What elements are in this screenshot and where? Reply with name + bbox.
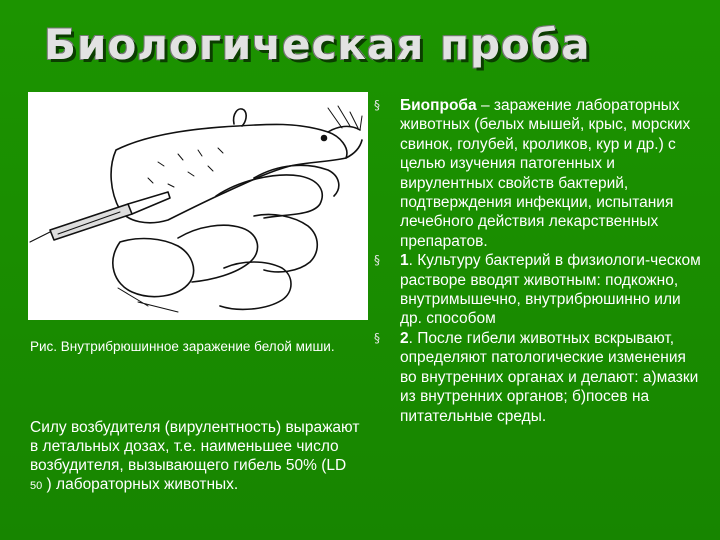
bullet-icon: § — [374, 330, 380, 345]
bullet-text: – заражение лабораторных животных (белых мышей, крыс, морских свинок, голубей, кроликов, кур и др.) с целью изучения патогенных и вирулентных свойств бактерий, подтверждения инфекции, испытания лечебного действия лекарственных препаратов. — [400, 97, 691, 250]
slide-title: Биологическая проба — [44, 20, 591, 69]
bullet-item-step-1 — [374, 251, 704, 329]
bullet-text: . Культуру бактерий в физиологи-ческом растворе вводят животным: подкожно, внутримышечно, внутрибрюшинно или др. способом — [400, 252, 701, 328]
figure-caption: Рис. Внутрибрюшинное заражение белой миши. — [30, 339, 335, 354]
bullet-lead: Биопроба — [400, 97, 477, 114]
virulence-paragraph — [30, 418, 360, 496]
bullet-icon: § — [374, 253, 380, 268]
bullet-icon: § — [374, 98, 380, 112]
bullet-lead: 1 — [400, 252, 409, 270]
bullet-item-bioassay — [374, 96, 704, 251]
mouse-injection-illustration — [28, 92, 368, 320]
bullet-list — [374, 96, 704, 426]
bullet-text: . После гибели животных вскрывают, определяют патологические изменения во внутренних органах и делают: а)мазки из внутренних органов; б)посев на питательные среды. — [400, 329, 699, 425]
illustration-drawing — [28, 92, 368, 320]
bullet-lead: 2 — [400, 329, 409, 347]
bullet-item-step-2 — [374, 329, 704, 426]
ld-subscript: 50 — [30, 480, 43, 492]
virulence-text-after: ) лабораторных животных. — [42, 476, 239, 493]
virulence-text-before: Силу возбудителя (вирулентность) выражают в летальных дозах, т.е. наименьшее число возбудителя, вызывающего гибель 50% (LD — [30, 419, 360, 474]
